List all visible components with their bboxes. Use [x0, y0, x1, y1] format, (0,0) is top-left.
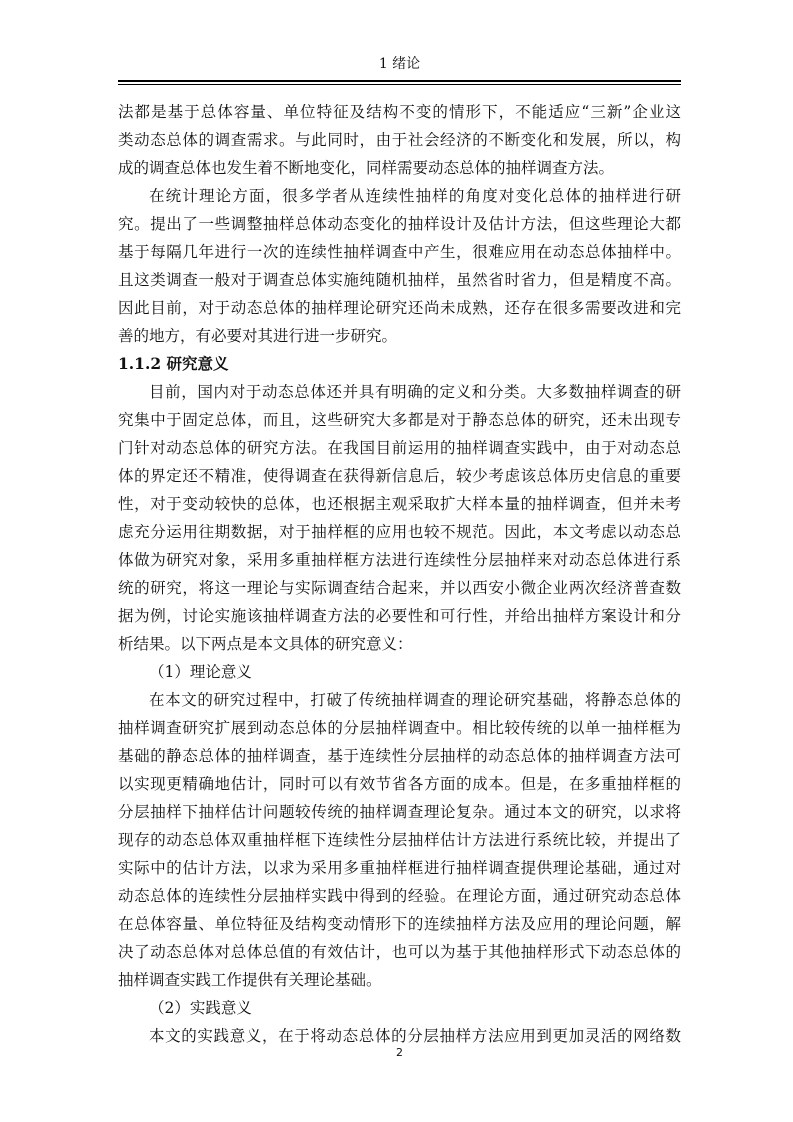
paragraph-3: [118, 378, 681, 658]
text-line: 法都是基于总体容量、单位特征及结构不变的情形下，不能适应“三新”企业这: [118, 103, 681, 121]
text-line: 门针对动态总体的研究方法。在我国目前运用的抽样调查实践中，由于对动态总: [118, 439, 681, 457]
text-line: 本文的实践意义，在于将动态总体的分层抽样方法应用到更加灵活的网络数: [149, 1027, 681, 1045]
text-line: 据为例，讨论实施该抽样调查方法的必要性和可行性，并给出抽样方案设计和分: [118, 607, 681, 625]
text-line: 在本文的研究过程中，打破了传统抽样调查的理论研究基础，将静态总体的: [149, 691, 681, 709]
text-line: 析结果。以下两点是本文具体的研究意义：: [118, 635, 413, 653]
text-line: 究集中于固定总体，而且，这些研究大多都是对于静态总体的研究，还未出现专: [118, 411, 681, 429]
text-line: 分层抽样下抽样估计问题较传统的抽样调查理论复杂。通过本文的研究，以求将: [118, 803, 681, 821]
text-line: 以实现更精确地估计，同时可以有效节省各方面的成本。但是，在多重抽样框的: [118, 775, 681, 793]
page-body: [118, 98, 681, 1050]
header-rule-thin: [118, 84, 681, 85]
text-line: 虑充分运用往期数据，对于抽样框的应用也较不规范。因此，本文考虑以动态总: [118, 523, 681, 541]
text-line: 性，对于变动较快的总体，也还根据主观采取扩大样本量的抽样调查，但并未考: [118, 495, 681, 513]
subheading-theoretical: （1）理论意义: [149, 663, 252, 681]
text-line: 在总体容量、单位特征及结构变动情形下的连续抽样方法及应用的理论问题，解: [118, 915, 681, 933]
text-line: 动态总体的连续性分层抽样实践中得到的经验。在理论方面，通过研究动态总体: [118, 887, 681, 905]
text-line: 现存的动态总体双重抽样框下连续性分层抽样估计方法进行系统比较，并提出了: [118, 831, 681, 849]
paragraph-2: [118, 182, 681, 350]
text-line: 基础的静态总体的抽样调查，基于连续性分层抽样的动态总体的抽样调查方法可: [118, 747, 681, 765]
text-line: 且这类调查一般对于调查总体实施纯随机抽样，虽然省时省力，但是精度不高。: [118, 271, 681, 289]
text-line: 基于每隔几年进行一次的连续性抽样调查中产生，很难应用在动态总体抽样中。: [118, 243, 681, 261]
subheading-practical: （2）实践意义: [149, 999, 252, 1017]
text-line: 决了动态总体对总体总值的有效估计，也可以为基于其他抽样形式下动态总体的: [118, 943, 681, 961]
header-rule-thick: [118, 80, 681, 82]
text-line: 善的地方，有必要对其进行进一步研究。: [118, 327, 398, 345]
page-number: 2: [396, 1046, 403, 1059]
section-heading: 1.1.2 研究意义: [118, 354, 229, 373]
paragraph-1: [118, 98, 681, 182]
running-header: 1 绪论: [378, 56, 421, 72]
text-line: 体的界定还不精准，使得调查在获得新信息后，较少考虑该总体历史信息的重要: [118, 467, 681, 485]
text-line: 目前，国内对于动态总体还并具有明确的定义和分类。大多数抽样调查的研: [149, 383, 681, 401]
text-line: 抽样调查研究扩展到动态总体的分层抽样调查中。相比较传统的以单一抽样框为: [118, 719, 681, 737]
text-line: 类动态总体的调查需求。与此同时，由于社会经济的不断变化和发展，所以，构: [118, 131, 681, 149]
text-line: 实际中的估计方法，以求为采用多重抽样框进行抽样调查提供理论基础，通过对: [118, 859, 681, 877]
paragraph-4: [118, 686, 681, 994]
text-line: 成的调查总体也发生着不断地变化，同样需要动态总体的抽样调查方法。: [118, 159, 615, 177]
text-line: 体做为研究对象，采用多重抽样框方法进行连续性分层抽样来对动态总体进行系: [118, 551, 681, 569]
text-line: 因此目前，对于动态总体的抽样理论研究还尚未成熟，还存在很多需要改进和完: [118, 299, 681, 317]
text-line: 统的研究，将这一理论与实际调查结合起来，并以西安小微企业两次经济普查数: [118, 579, 681, 597]
text-line: 抽样调查实践工作提供有关理论基础。: [118, 971, 382, 989]
text-line: 在统计理论方面，很多学者从连续性抽样的角度对变化总体的抽样进行研: [149, 187, 681, 205]
text-line: 究。提出了一些调整抽样总体动态变化的抽样设计及估计方法，但这些理论大都: [118, 215, 681, 233]
